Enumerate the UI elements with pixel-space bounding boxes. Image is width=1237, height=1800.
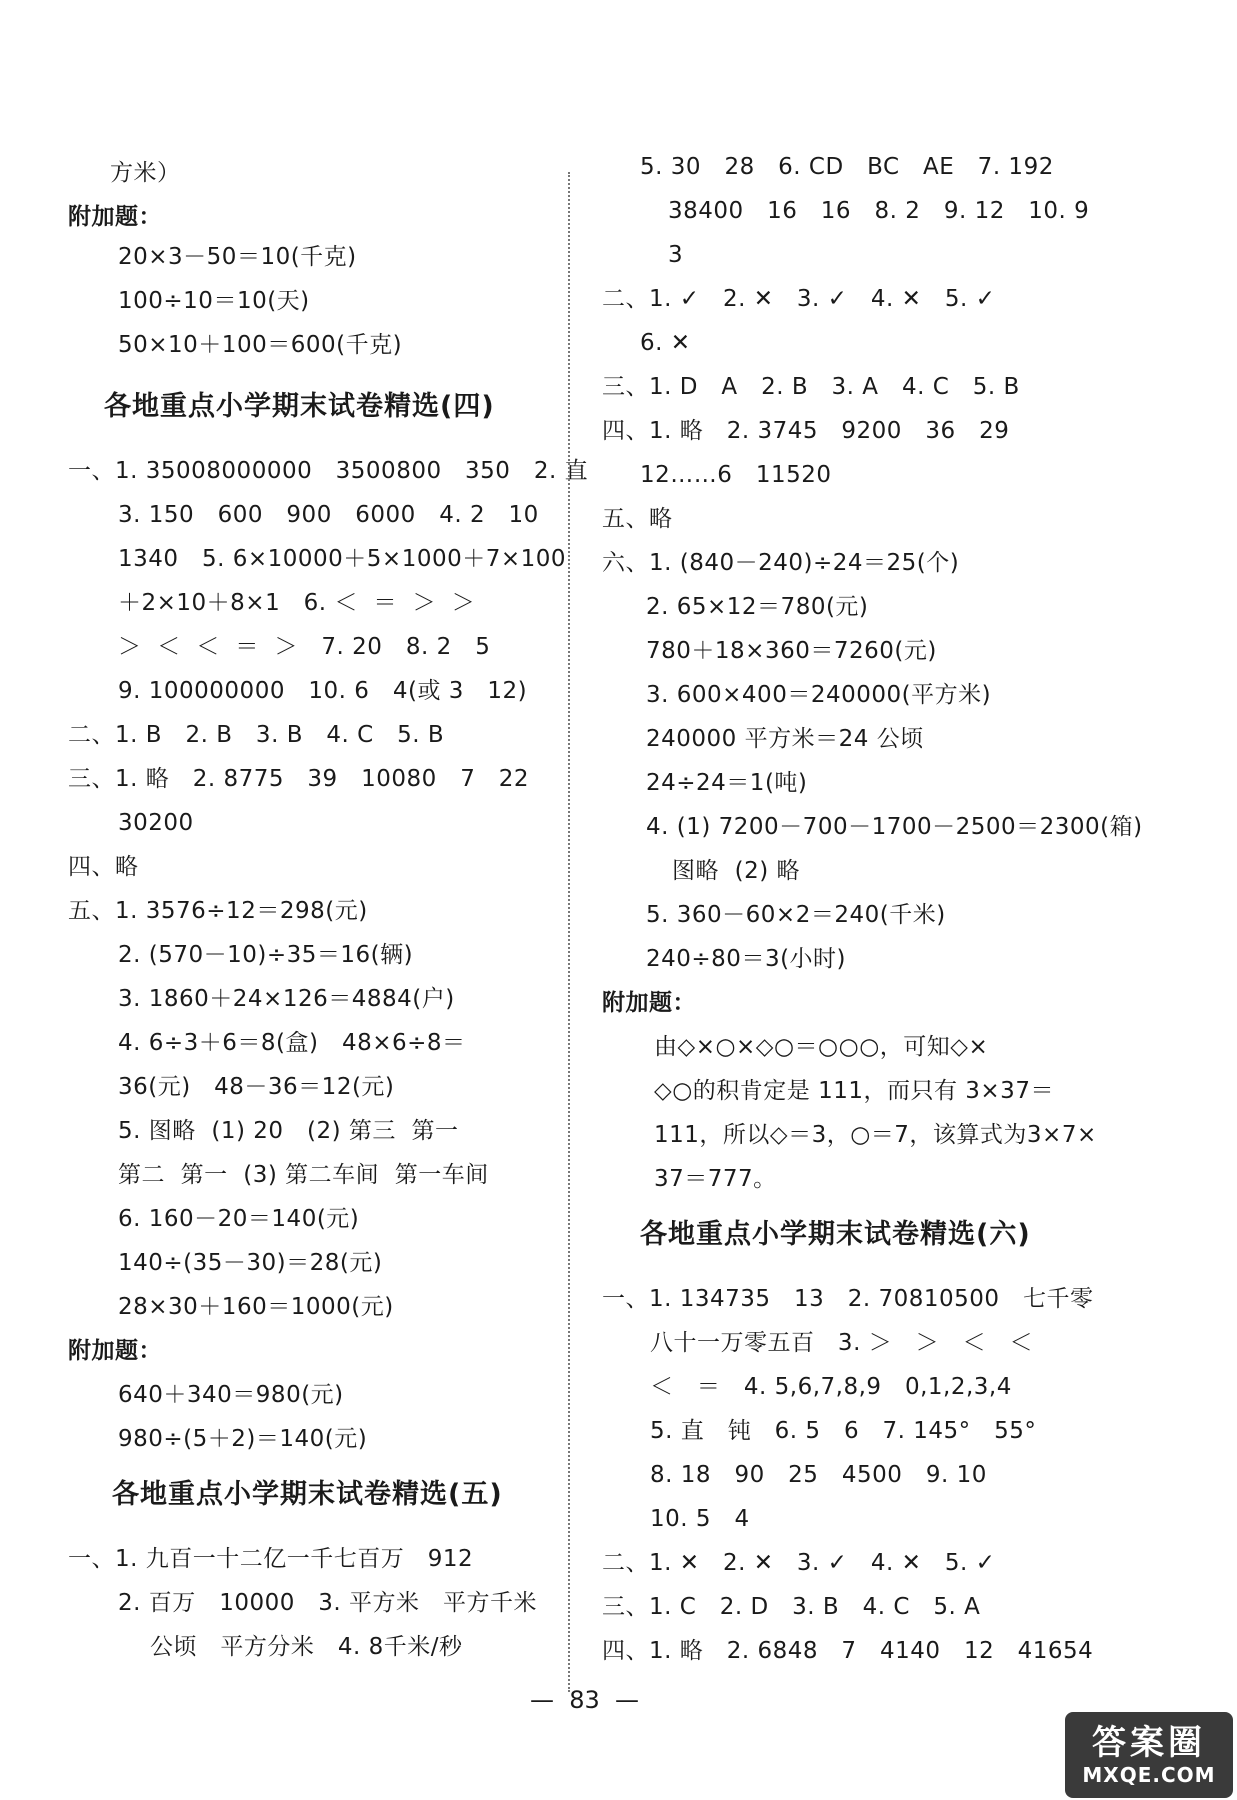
answer-line: 二、1. B 2. B 3. B 4. C 5. B xyxy=(68,722,445,748)
answer-line: ＜ ＝ 4. 5,6,7,8,9 0,1,2,3,4 xyxy=(650,1374,1012,1400)
answer-line: 三、1. D A 2. B 3. A 4. C 5. B xyxy=(602,374,1020,400)
answer-line: 240000 平方米＝24 公顷 xyxy=(646,726,924,752)
answer-line: 3. 1860＋24×126＝4884(户) xyxy=(118,986,455,1012)
answer-line: 5. 图略 (1) 20 (2) 第三 第一 xyxy=(118,1118,459,1144)
answer-line: 4. 6÷3＋6＝8(盒) 48×6÷8＝ xyxy=(118,1030,466,1056)
answer-line: 五、1. 3576÷12＝298(元) xyxy=(68,898,368,924)
subsection-label: 附加题： xyxy=(68,204,162,230)
answer-line: 6. 160－20＝140(元) xyxy=(118,1206,360,1232)
answer-line: 图略 (2) 略 xyxy=(672,858,801,884)
answer-line: 3. 150 600 900 6000 4. 2 10 xyxy=(118,502,539,528)
answer-line: 5. 直 钝 6. 5 6 7. 145° 55° xyxy=(650,1418,1037,1444)
answer-line: ◇○的积肯定是 111，而只有 3×37＝ xyxy=(654,1078,1054,1104)
answer-line: 10. 5 4 xyxy=(650,1506,750,1532)
answer-line: 50×10＋100＝600(千克) xyxy=(118,332,403,358)
answer-line: 3. 600×400＝240000(平方米) xyxy=(646,682,992,708)
answer-line: 2. 65×12＝780(元) xyxy=(646,594,869,620)
answer-line: 五、略 xyxy=(602,506,673,532)
answer-line: 第二 第一 (3) 第二车间 第一车间 xyxy=(118,1162,489,1188)
answer-line: 公顷 平方分米 4. 8千米/秒 xyxy=(150,1634,463,1660)
answer-line: 四、1. 略 2. 3745 9200 36 29 xyxy=(602,418,1010,444)
answer-line: 一、1. 九百一十二亿一千七百万 912 xyxy=(68,1546,474,1572)
answer-line: 1340 5. 6×10000＋5×1000＋7×100 xyxy=(118,546,567,572)
answer-line: 5. 30 28 6. CD BC AE 7. 192 xyxy=(640,154,1054,180)
section-heading: 各地重点小学期末试卷精选(五) xyxy=(112,1479,503,1510)
page-number: — 83 — xyxy=(530,1686,640,1714)
answer-line: 30200 xyxy=(118,810,194,836)
answer-line: 12……6 11520 xyxy=(640,462,832,488)
answer-line: ＞ ＜ ＜ ＝ ＞ 7. 20 8. 2 5 xyxy=(118,634,491,660)
answer-line: 780＋18×360＝7260(元) xyxy=(646,638,937,664)
answer-line: 240÷80＝3(小时) xyxy=(646,946,847,972)
section-heading: 各地重点小学期末试卷精选(四) xyxy=(104,391,495,422)
watermark-logo xyxy=(1065,1712,1233,1798)
subsection-label: 附加题： xyxy=(68,1338,162,1364)
answer-line: 36(元) 48－36＝12(元) xyxy=(118,1074,395,1100)
answer-line: 方米） xyxy=(110,160,181,186)
answer-line: 24÷24＝1(吨) xyxy=(646,770,808,796)
answer-line: 八十一万零五百 3. ＞ ＞ ＜ ＜ xyxy=(650,1330,1033,1356)
answer-line: 一、1. 35008000000 3500800 350 2. 直 xyxy=(68,458,589,484)
answer-line: 28×30＋160＝1000(元) xyxy=(118,1294,394,1320)
answer-line: 三、1. C 2. D 3. B 4. C 5. A xyxy=(602,1594,981,1620)
answer-line: 四、略 xyxy=(68,854,139,880)
answer-line: 640＋340＝980(元) xyxy=(118,1382,344,1408)
column-divider xyxy=(568,172,570,1692)
answer-line: 3 xyxy=(668,242,684,268)
answer-line: 2. 百万 10000 3. 平方米 平方千米 xyxy=(118,1590,537,1616)
answer-line: 由◇×○×◇○＝○○○，可知◇× xyxy=(654,1034,989,1060)
answer-line: 100÷10＝10(天) xyxy=(118,288,310,314)
answer-line: 一、1. 134735 13 2. 70810500 七千零 xyxy=(602,1286,1094,1312)
watermark-line1: 答案圈 xyxy=(1092,1723,1206,1763)
answer-line: 980÷(5＋2)＝140(元) xyxy=(118,1426,368,1452)
answer-line: 三、1. 略 2. 8775 39 10080 7 22 xyxy=(68,766,530,792)
answer-line: 6. ✕ xyxy=(640,330,691,356)
watermark-line2: MXQE.COM xyxy=(1082,1763,1216,1787)
section-heading: 各地重点小学期末试卷精选(六) xyxy=(640,1219,1031,1250)
answer-line: 37＝777。 xyxy=(654,1166,777,1192)
answer-line: 5. 360－60×2＝240(千米) xyxy=(646,902,946,928)
answer-line: 140÷(35－30)＝28(元) xyxy=(118,1250,383,1276)
subsection-label: 附加题： xyxy=(602,990,696,1016)
answer-line: 六、1. (840－240)÷24＝25(个) xyxy=(602,550,960,576)
answer-line: 9. 100000000 10. 6 4(或 3 12) xyxy=(118,678,528,704)
answer-line: ＋2×10＋8×1 6. ＜ ＝ ＞ ＞ xyxy=(118,590,476,616)
answer-line: 四、1. 略 2. 6848 7 4140 12 41654 xyxy=(602,1638,1094,1664)
answer-line: 二、1. ✕ 2. ✕ 3. ✓ 4. ✕ 5. ✓ xyxy=(602,1550,996,1576)
answer-line: 38400 16 16 8. 2 9. 12 10. 9 xyxy=(668,198,1090,224)
answer-line: 20×3－50＝10(千克) xyxy=(118,244,357,270)
answer-line: 4. (1) 7200－700－1700－2500＝2300(箱) xyxy=(646,814,1143,840)
answer-line: 111，所以◇＝3，○＝7，该算式为3×7× xyxy=(654,1122,1097,1148)
answer-line: 8. 18 90 25 4500 9. 10 xyxy=(650,1462,987,1488)
answer-line: 二、1. ✓ 2. ✕ 3. ✓ 4. ✕ 5. ✓ xyxy=(602,286,996,312)
answer-line: 2. (570－10)÷35＝16(辆) xyxy=(118,942,414,968)
